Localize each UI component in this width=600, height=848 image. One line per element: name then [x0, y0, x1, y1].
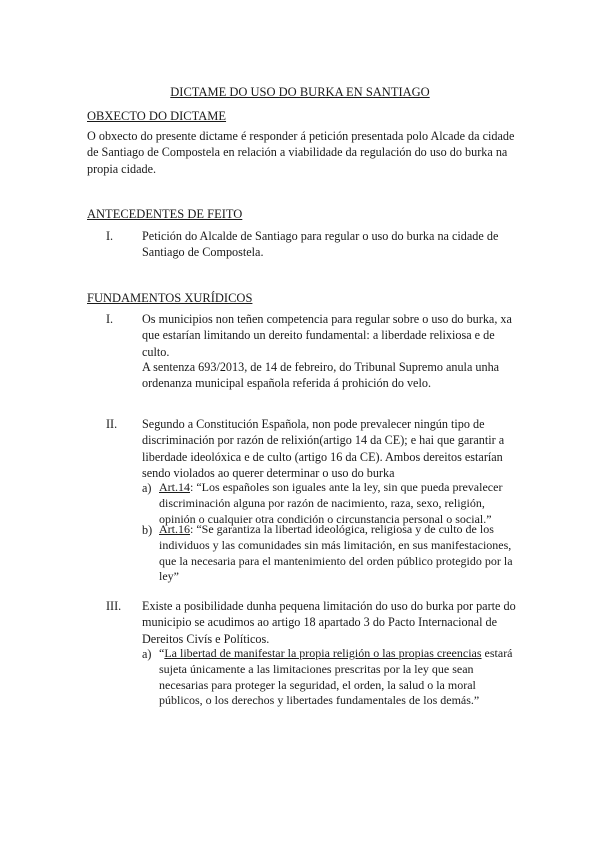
legal-item2-sub-a: [159, 480, 521, 527]
legal-item1-numeral: I.: [106, 312, 114, 326]
document-title: DICTAME DO USO DO BURKA EN SANTIAGO: [170, 85, 430, 99]
pact-quote-rest: estará sujeta únicamente a las limitaciones prescritas por la ley que sean necesarias para proteger la seguridad, el orden, la salud o la moral públicos, o los derechos y libertades fundamentales de los demás.”: [159, 646, 513, 708]
legal-heading: FUNDAMENTOS XURÍDICOS: [87, 291, 253, 305]
pact-quote-open: “: [159, 646, 165, 660]
legal-item3-sub-a-letter: a): [142, 647, 152, 661]
article-16-quote: : “Se garantiza la libertad ideológica, religiosa y de culto de los individuos y las comunidades sin más limitación, en sus manifestaciones, que la necesaria para el mantenimiento del orden público protegido por la ley”: [159, 522, 513, 584]
legal-item2-sub-b: [159, 522, 521, 585]
article-14-label: Art.14: [159, 480, 190, 494]
object-paragraph: O obxecto do presente dictame é responder á petición presentada polo Alcade da cidade de Santiago de Compostela en relación a viabilidade da regulación do uso do burka na propia cidade.: [87, 129, 515, 176]
object-heading: OBXECTO DO DICTAME: [87, 109, 227, 123]
legal-item3-sub-a: [159, 646, 519, 709]
legal-item2-sub-b-letter: b): [142, 523, 153, 537]
pact-quote-underlined: La libertad de manifestar la propia religión o las propias creencias: [164, 646, 482, 660]
legal-item1-text2: A sentenza 693/2013, de 14 de febreiro, do Tribunal Supremo anula unha ordenanza municipal española referida á prohición do velo.: [142, 360, 500, 391]
facts-heading: ANTECEDENTES DE FEITO: [87, 207, 243, 221]
facts-item-text: Petición do Alcalde de Santiago para regular o uso do burka na cidade de Santiago de Compostela.: [142, 229, 499, 260]
legal-item2-text: Segundo a Constitución Española, non pode prevalecer ningún tipo de discriminación por razón de relixión(artigo 14 da CE); e hai que garantir a liberdade ideolóxica e de culto (artigo 16 da CE). Ambos dereitos estarían sendo violados ao querer determinar o uso do burka: [142, 417, 505, 480]
legal-item1-text: Os municipios non teñen competencia para regular sobre o uso do burka, xa que estarían limitando un dereito fundamental: a liberdade relixiosa e de culto.: [142, 312, 512, 359]
legal-item2-sub-a-letter: a): [142, 481, 152, 495]
legal-item3-numeral: III.: [106, 599, 122, 613]
facts-item-numeral: I.: [106, 229, 114, 243]
article-16-label: Art.16: [159, 522, 190, 536]
article-14-quote: : “Los españoles son iguales ante la ley, sin que pueda prevalecer discriminación alguna por razón de nacimiento, raza, sexo, religión, opinión o cualquier otra condición o circunstancia personal o social.”: [159, 480, 503, 526]
legal-item3-text: Existe a posibilidade dunha pequena limitación do uso do burka por parte do municipio se acudimos ao artigo 18 apartado 3 do Pacto Internacional de Dereitos Civís e Políticos.: [142, 599, 516, 646]
legal-item2-numeral: II.: [106, 417, 118, 431]
